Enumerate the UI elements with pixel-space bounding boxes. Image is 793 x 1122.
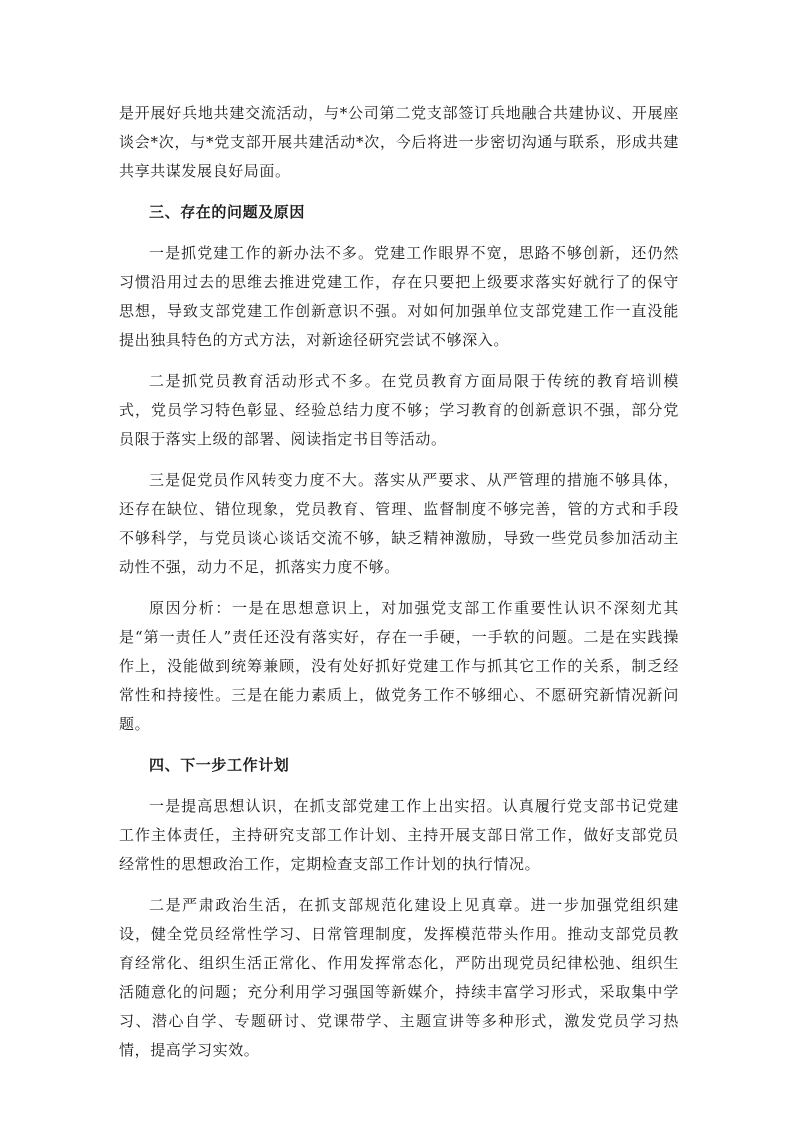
paragraph-problem-3: 三是促党员作风转变力度不大。落实从严要求、从严管理的措施不够具体，还存在缺位、错位现象，党员教育、管理、监督制度不够完善，管的方式和手段不够科学，与党员谈心谈话交流不够，缺乏精神激励，导致一些党员参加活动主动性不强，动力不足，抓落实力度不够。 — [119, 471, 679, 576]
paragraph-plan-1: 一是提高思想认识，在抓支部党建工作上出实招。认真履行党支部书记党建工作主体责任，主持研究支部工作计划、主持开展支部日常工作，做好支部党员经常性的思想政治工作，定期检查支部工作计划的执行情况。 — [119, 797, 679, 873]
section-heading-problems: 三、存在的问题及原因 — [149, 203, 306, 221]
paragraph-continuation: 是开展好兵地共建交流活动，与*公司第二党支部签订兵地融合共建协议、开展座谈会*次，与*党支部开展共建活动*次，今后将进一步密切沟通与联系，形成共建共享共谋发展良好局面。 — [119, 104, 679, 180]
paragraph-problem-2: 二是抓党员教育活动形式不多。在党员教育方面局限于传统的教育培训模式，党员学习特色彰显、经验总结力度不够；学习教育的创新意识不强，部分党员限于落实上级的部署、阅读指定书目等活动。 — [119, 372, 679, 448]
paragraph-plan-2: 二是严肃政治生活，在抓支部规范化建设上见真章。进一步加强党组织建设，健全党员经常性学习、日常管理制度，发挥模范带头作用。推动支部党员教育经常化、组织生活正常化、作用发挥常态化，严防出现党员纪律松弛、组织生活随意化的问题；充分利用学习强国等新媒介，持续丰富学习形式，采取集中学习、潜心自学、专题研讨、党课带学、主题宣讲等多种形式，激发党员学习热情，提高学习实效。 — [119, 896, 679, 1059]
section-heading-next-plan: 四、下一步工作计划 — [149, 756, 290, 774]
paragraph-problem-1: 一是抓党建工作的新办法不多。党建工作眼界不宽，思路不够创新，还仍然习惯沿用过去的思维去推进党建工作，存在只要把上级要求落实好就行了的保守思想，导致支部党建工作创新意识不强。对如何加强单位支部党建工作一直没能提出独具特色的方式方法，对新途径研究尝试不够深入。 — [119, 244, 679, 349]
paragraph-cause-analysis: 原因分析：一是在思想意识上，对加强党支部工作重要性认识不深刻尤其是“第一责任人”责任还没有落实好，存在一手硬，一手软的问题。二是在实践操作上，没能做到统筹兼顾，没有处好抓好党建工作与抓其它工作的关系，制乏经常性和持接性。三是在能力素质上，做党务工作不够细心、不愿研究新情况新问题。 — [119, 599, 679, 733]
document-page — [119, 99, 679, 1077]
